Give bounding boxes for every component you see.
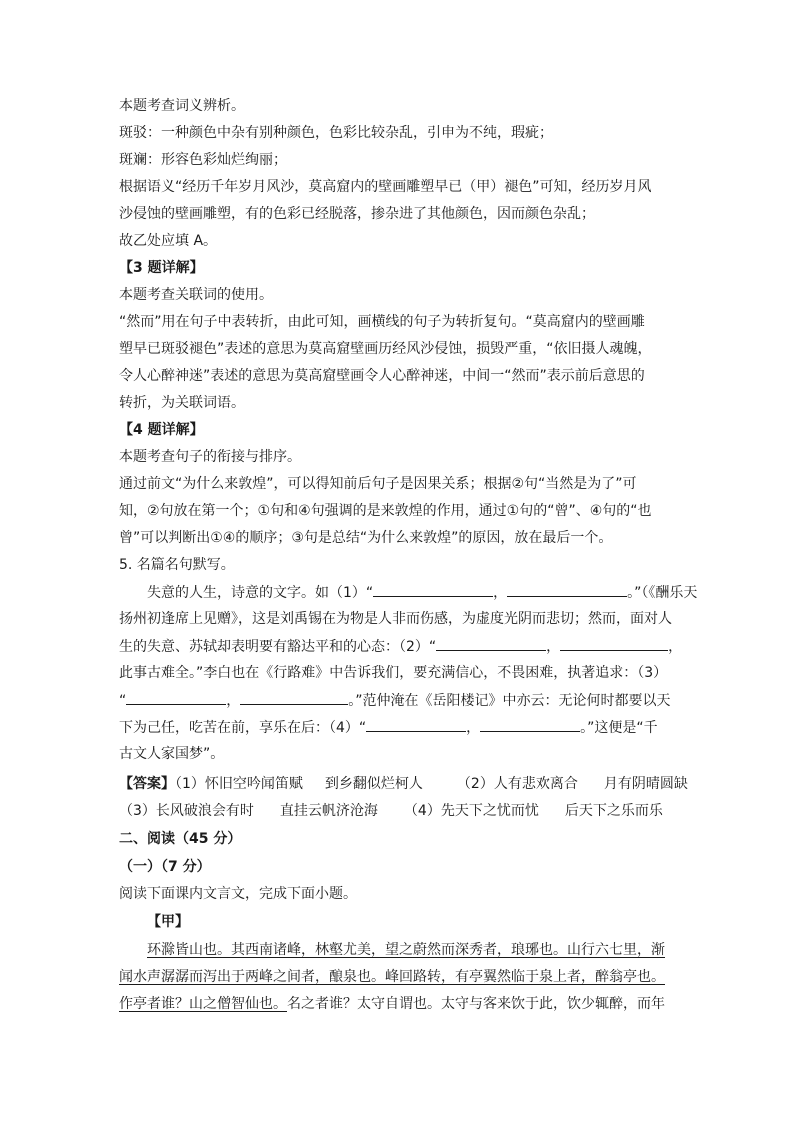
subheading: 【4 题详解】 [119, 422, 204, 438]
question-line: 失意的人生，诗意的文字。如（1）“ ， 。”（《酬乐天 [147, 582, 697, 603]
text-line: 沙侵蚀的壁画雕塑，有的色彩已经脱落，掺杂进了其他颜色，因而颜色杂乱； [119, 206, 595, 222]
text-line: 塑早已斑驳褪色”表述的意思为莫高窟壁画历经风沙侵蚀，损毁严重，“依旧摄人魂魄， [119, 341, 652, 357]
answer-blank[interactable] [436, 636, 546, 651]
section-heading: 二、阅读（45 分） [119, 831, 242, 847]
question-line: 扬州初逢席上见赠》，这是刘禹锡在为物是人非而伤感，为虚度光阴而悲切；然而，面对人 [119, 611, 672, 627]
text-line: 本题考查句子的衔接与排序。 [119, 449, 301, 465]
text-line: 令人心醉神迷”表述的意思为莫高窟壁画令人心醉神迷，中间一“然而”表示前后意思的 [119, 368, 645, 384]
passage-label: 【甲】 [147, 914, 189, 930]
passage-line: 作亭者谁？山之僧智仙也。名之者谁？太守自谓也。太守与客来饮于此，饮少辄醉，而年 [119, 996, 665, 1012]
answer-line: 【答案】（1）怀旧空吟闻笛赋 到乡翻似烂柯人 （2）人有悲欢离合 月有阴晴圆缺 [119, 776, 688, 792]
question-line: 此事古难全。”李白也在《行路难》中告诉我们，要充满信心，不畏困难，执著追求：（3） [119, 665, 668, 681]
text-line: 斑斓：形容色彩灿烂绚丽； [119, 152, 287, 168]
answer-blank[interactable] [480, 717, 580, 732]
answer-blank[interactable] [373, 582, 493, 597]
answer-label: 【答案】 [119, 776, 175, 792]
answer-blank[interactable] [126, 690, 226, 705]
question-line: 生的失意、苏轼却表明要有豁达平和的心态：（2）“ ， ， [119, 636, 682, 657]
text-line: 斑驳：一种颜色中杂有别种颜色，色彩比较杂乱，引申为不纯，瑕疵； [119, 125, 553, 141]
passage-line: 闻水声潺潺而泻出于两峰之间者，酿泉也。峰回路转，有亭翼然临于泉上者，醉翁亭也。 [119, 969, 665, 985]
text-line: 本题考查词义辨析。 [119, 98, 245, 114]
text-line: 曾”可以判断出①④的顺序；③句是总结“为什么来敦煌”的原因，放在最后一个。 [119, 530, 613, 546]
instruction-line: 阅读下面课内文言文，完成下面小题。 [119, 886, 357, 902]
question-line: 下为己任，吃苦在前，享乐在后：（4）“ ， 。”这便是“千 [119, 717, 658, 738]
answer-blank[interactable] [366, 717, 466, 732]
question-line: “ ， 。”范仲淹在《岳阳楼记》中亦云：无论何时都要以天 [119, 690, 671, 711]
question-line: 古文人家国梦”。 [119, 746, 225, 762]
text-line: 转折，为关联词语。 [119, 395, 245, 411]
answer-blank[interactable] [240, 690, 348, 705]
text-line: 知，②句放在第一个；①句和④句强调的是来敦煌的作用，通过①句的“曾”、④句的“也 [119, 503, 652, 519]
question-title: 5. 名篇名句默写。 [119, 557, 235, 573]
text-line: “然而”用在句子中表转折，由此可知，画横线的句子为转折复句。“莫高窟内的壁画雕 [119, 314, 645, 330]
subheading: 【3 题详解】 [119, 260, 204, 276]
text-line: 本题考查关联词的使用。 [119, 287, 273, 303]
text-line: 根据语义“经历千年岁月风沙，莫高窟内的壁画雕塑早已（甲）褪色”可知，经历岁月风 [119, 179, 652, 195]
section-subheading: （一）（7 分） [119, 859, 211, 875]
text-line: 故乙处应填 A。 [119, 233, 218, 249]
passage-line: 环滁皆山也。其西南诸峰，林壑尤美，望之蔚然而深秀者，琅琊也。山行六七里，渐 [147, 942, 665, 958]
answer-blank[interactable] [507, 582, 627, 597]
text-line: 通过前文“为什么来敦煌”，可以得知前后句子是因果关系；根据②句“当然是为了”可 [119, 476, 637, 492]
answer-line: （3）长风破浪会有时 直挂云帆济沧海 （4）先天下之忧而忧 后天下之乐而乐 [119, 803, 663, 819]
answer-blank[interactable] [560, 636, 668, 651]
